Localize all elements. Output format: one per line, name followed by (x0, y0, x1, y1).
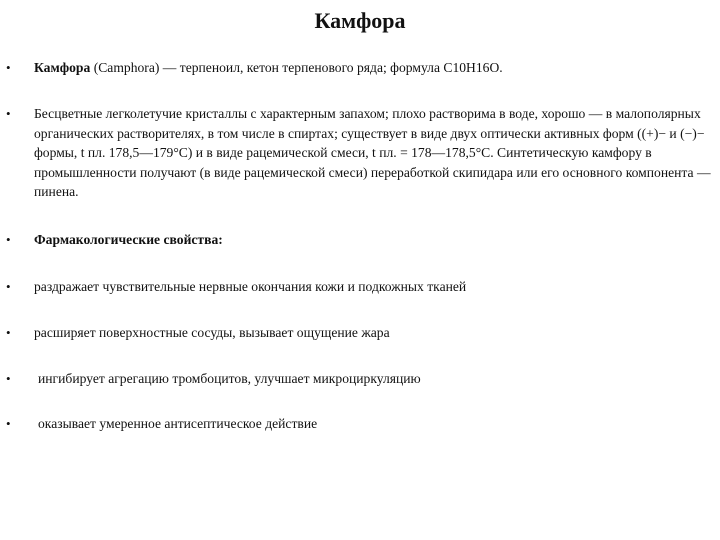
bullet-icon: • (6, 106, 11, 121)
bullet-icon: • (6, 416, 11, 431)
bullet-icon: • (6, 279, 11, 294)
item-text: ингибирует агрегацию тромбоцитов, улучшает микроциркуляцию (38, 371, 421, 386)
term-camphor: Камфора (34, 60, 91, 75)
item-definition: (Camphora) — терпеноил, кетон терпенового ряда; формула С10Н16О. (90, 60, 503, 75)
item-text (34, 58, 714, 78)
section-heading: Фармакологические свойства: (34, 232, 223, 247)
item-text: раздражает чувствительные нервные окончания кожи и подкожных тканей (34, 279, 467, 294)
bullet-icon: • (6, 371, 11, 386)
item-text: оказывает умеренное антисептическое действие (38, 416, 318, 431)
bullet-icon: • (6, 325, 11, 340)
bullet-icon: • (6, 232, 11, 247)
page-title: Камфора (314, 8, 406, 33)
item-text: расширяет поверхностные сосуды, вызывает ощущение жара (34, 325, 390, 340)
item-description: Бесцветные легколетучие кристаллы с характерным запахом; плохо растворима в воде, хорошо — в малополярных органических растворителях, в том числе в спиртах; существует в виде двух оптически активных форм ((+)− и (−)− формы, t пл. 178,5—179°С) и в виде рацемической смеси, t пл. = 178—178,5°С. Синтетическую камфору в промышленности получают (в виде рацемической смеси) переработкой скипидара или его основного компонента — пинена. (34, 106, 711, 199)
bullet-icon: • (6, 60, 11, 75)
